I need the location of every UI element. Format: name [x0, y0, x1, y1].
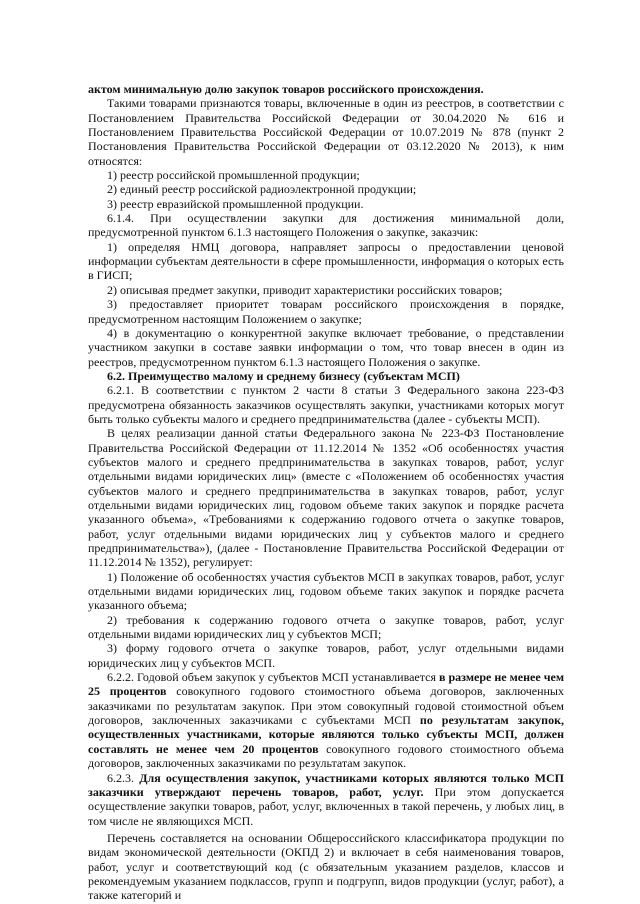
text-run: 4) в документацию о конкурентной закупке включает требование, о представлении участником закупки в составе заявки информации о том, что товар внесен в один из реестров, предусмотренном пунктом 6.1.3 настоящего Положения о закупке. [88, 325, 564, 369]
text-run: 6.2.1. В соответствии с пунктом 2 части 8 статьи 3 Федерального закона 223-ФЗ предусмотрена обязанность заказчиков осуществлять закупки, участниками которых могут быть только субъекты малого и среднего предпринимательства (далее - субъекты МСП). [88, 383, 564, 426]
bold-text-run: Для осуществления закупок, участниками которых являются только МСП заказчики утверждают перечень товаров, работ, услуг. [88, 770, 565, 799]
paragraph-p19 [88, 831, 564, 903]
paragraph-p18 [88, 771, 564, 828]
paragraph-p03 [88, 168, 564, 182]
text-run: совокупного годового стоимостного объема договоров, заключенных заказчиками по результатам закупок. [88, 741, 564, 771]
paragraph-p12 [88, 383, 564, 426]
text-run: 6.2.3. [107, 770, 140, 785]
paragraph-p07 [88, 240, 564, 283]
text-run: 6.1.4. При осуществлении закупки для достижения минимальной доли, предусмотренной пунктом 6.1.3 настоящего Положения о закупке, заказчик: [88, 211, 564, 240]
text-run: 2) единый реестр российской радиоэлектронной продукции; [107, 182, 417, 197]
paragraph-p11 [88, 369, 564, 383]
paragraph-p05 [88, 197, 564, 211]
text-run: 2) требования к содержанию годового отчета о закупке товаров, работ, услуг отдельными видами юридических лиц у субъектов МСП; [88, 612, 564, 642]
paragraph-p08 [88, 283, 564, 297]
bold-text-run: по результатам закупок, осуществленных участниками, которые являются только субъекты МСП, должен составлять не менее чем 20 процентов [88, 713, 565, 756]
text-run: 1) реестр российской промышленной продукции; [107, 168, 360, 183]
text-run: 1) определяя НМЦ договора, направляет запросы о предоставлении ценовой информации субъектам деятельности в сфере промышленности, информация о которых есть в ГИСП; [88, 239, 564, 283]
paragraph-p14 [88, 570, 564, 613]
text-run: В целях реализации данной статьи Федерального закона № 223-ФЗ Постановление Правительства Российской Федерации от 11.12.2014 № 1352 «Об особенностях участия субъектов малого и среднего предпринимательства в закупках товаров, работ, услуг отдельными видами юридических лиц» (вместе с «Положением об особенностях участия субъектов малого и среднего предпринимательства в закупках товаров, работ, услуг отдельными видами юридических лиц, годовом объеме таких закупок и порядке расчета указанного объема», «Требованиями к содержанию годового отчета о закупке товаров, работ, услуг отдельными видами юридических лиц у субъектов малого и среднего предпринимательства»), (далее - Постановление Правительства Российской Федерации от 11.12.2014 № 1352), регулирует: [88, 426, 564, 570]
text-run: совокупного годового стоимостного объема договоров, заключенных заказчиками по результатам закупок. При этом совокупный годовой стоимостной объем договоров, заключенных заказчиками с субъектами МСП [88, 684, 564, 728]
paragraph-p13 [88, 426, 564, 569]
text-run: При этом допускается осуществление закупки товаров, работ, услуг, включенных в такой перечень, у любых лиц, в том числе не являющихся МСП. [88, 784, 564, 828]
paragraph-p15 [88, 613, 564, 642]
text-run: Перечень составляется на основании Общероссийского классификатора продукции по видам экономической деятельности (ОКПД 2) и включает в себя наименования товаров, работ, услуг и соответствующий код (с обязательным указанием разделов, классов и рекомендуемым указанием подклассов, групп и подгрупп, видов продукции (услуг, работ), а также категорий и [88, 830, 564, 903]
paragraph-p09 [88, 297, 564, 326]
text-run: Такими товарами признаются товары, включенные в один из реестров, в соответствии с Постановлением Правительства Российской Федерации от 30.04.2020 № 616 и Постановлением Правительства Российской Федерации от 10.07.2019 № 878 (пункт 2 Постановления Правительства Российской Федерации от 03.12.2020 № 2013), к ним относятся: [88, 96, 564, 168]
paragraph-p04 [88, 182, 564, 196]
text-run: 2) описывая предмет закупки, приводит характеристики российских товаров; [107, 282, 503, 297]
bold-text-run: 6.2. Преимущество малому и среднему бизнесу (субъектам МСП) [107, 368, 460, 383]
text-run: 6.2.2. Годовой объем закупок у субъектов МСП устанавливается [107, 670, 439, 685]
text-run: 1) Положение об особенностях участия субъектов МСП в закупках товаров, работ, услуг отдельными видами юридических лиц, годовом объеме таких закупок и порядке расчета указанного объема; [88, 569, 564, 613]
paragraph-p17 [88, 670, 564, 770]
paragraph-p10 [88, 326, 564, 369]
document-body [88, 82, 564, 903]
bold-text-run: в размере не менее чем 25 процентов [88, 670, 564, 699]
paragraph-p16 [88, 641, 564, 670]
paragraph-p02 [88, 96, 564, 168]
paragraph-p01 [88, 82, 564, 96]
paragraph-p06 [88, 211, 564, 240]
text-run: 3) реестр евразийской промышленной продукции. [107, 196, 364, 211]
text-run: 3) форму годового отчета о закупке товаров, работ, услуг отдельными видами юридических лиц у субъектов МСП. [88, 641, 564, 670]
text-run: 3) предоставляет приоритет товарам российского происхождения в порядке, предусмотренном настоящим Положением о закупке; [88, 297, 564, 326]
bold-text-run: актом минимальную долю закупок товаров российского происхождения. [88, 82, 484, 96]
